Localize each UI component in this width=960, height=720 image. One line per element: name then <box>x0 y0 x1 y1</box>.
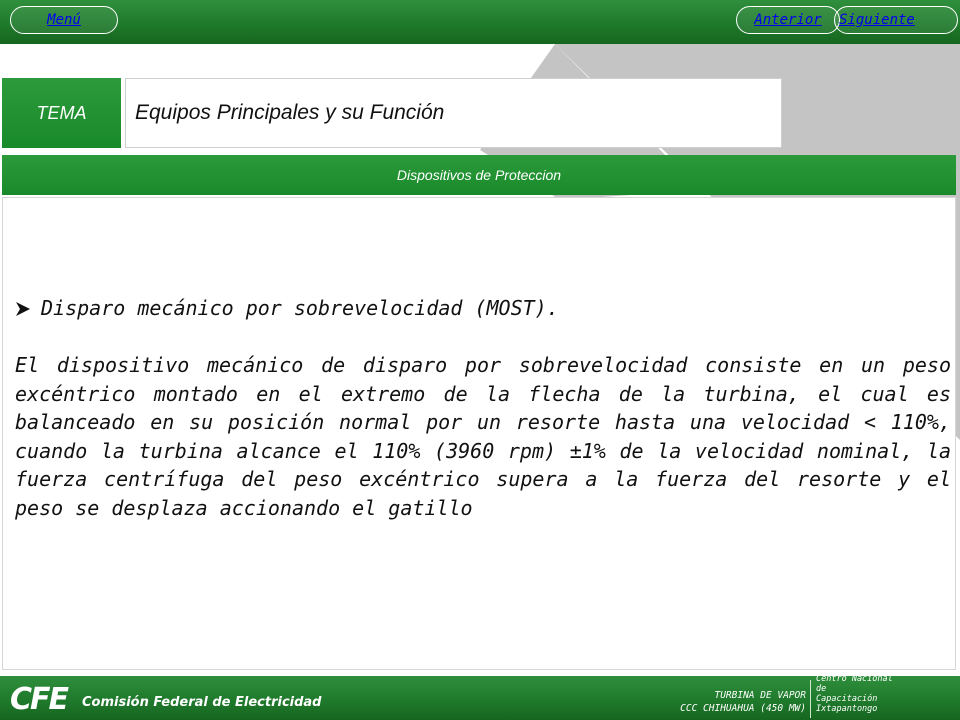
top-bar <box>0 0 960 44</box>
company-name: Comisión Federal de Electricidad <box>82 695 322 710</box>
center-line-4: Ixtapantongo <box>816 704 878 714</box>
training-center-name <box>816 674 956 718</box>
plant-info <box>680 689 806 715</box>
center-line-3: Capacitación <box>816 694 878 704</box>
menu-link[interactable]: Menú <box>10 6 118 34</box>
content-panel <box>2 197 956 670</box>
cfe-logo: CFE <box>10 682 68 717</box>
bullet-item <box>15 296 945 320</box>
topic-title: Equipos Principales y su Función <box>125 78 782 148</box>
previous-link[interactable]: Anterior <box>736 6 840 34</box>
section-header: Dispositivos de Proteccion <box>2 155 956 195</box>
description-paragraph: El dispositivo mecánico de disparo por sobrevelocidad consiste en un peso excéntrico montado en el extremo de la flecha de la turbina, el cual es balanceado en su posición normal por un resorte hasta una velocidad < 110%, cuando la turbina alcance el 110% (3960 rpm) ±1% de la velocidad nominal, la fuerza centrífuga del peso excéntrico supera a la fuerza del resorte y el peso se desplaza accionando el gatillo <box>15 353 951 520</box>
plant-line-2: CCC CHIHUAHUA (450 MW) <box>680 703 806 714</box>
bullet-text: Disparo mecánico por sobrevelocidad (MOST). <box>41 296 559 320</box>
center-line-1: Centro Nacional <box>816 674 893 684</box>
plant-line-1: TURBINA DE VAPOR <box>714 690 806 701</box>
tema-label: TEMA <box>2 78 121 148</box>
footer-divider <box>810 680 811 718</box>
footer-bar <box>0 676 960 720</box>
next-link[interactable]: Siguiente <box>834 6 958 34</box>
arrow-right-bullet-icon <box>15 296 41 320</box>
center-line-2: de <box>816 684 827 694</box>
